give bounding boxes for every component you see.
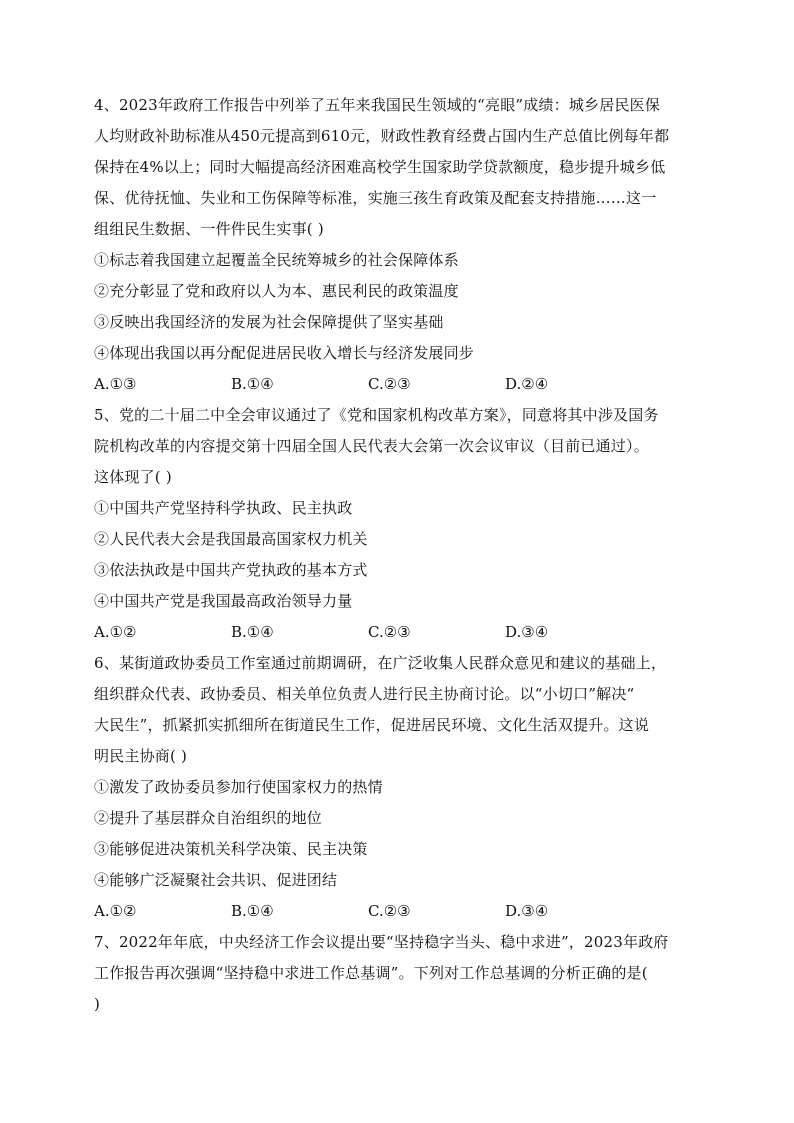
- statement-item: ①标志着我国建立起覆盖全民统筹城乡的社会保障体系: [94, 251, 459, 269]
- option-b[interactable]: B.①④: [231, 623, 274, 641]
- statement-item: ④能够广泛凝聚社会共识、促进团结: [94, 871, 338, 889]
- question-stem-line: ): [94, 995, 101, 1013]
- exam-page: [94, 90, 704, 1020]
- statement-item: ④中国共产党是我国最高政治领导力量: [94, 592, 353, 610]
- question-stem-line: 院机构改革的内容提交第十四届全国人民代表大会第一次会议审议（目前已通过）。: [94, 437, 649, 455]
- question-6: [94, 648, 704, 927]
- option-d[interactable]: D.②④: [505, 375, 549, 393]
- question-5: [94, 400, 704, 648]
- option-b[interactable]: B.①④: [231, 902, 274, 920]
- option-a[interactable]: A.①②: [94, 623, 137, 641]
- option-c[interactable]: C.②③: [368, 623, 411, 641]
- question-stem-line: 保持在4%以上；同时大幅提高经济困难高校学生国家助学贷款额度，稳步提升城乡低: [94, 158, 666, 176]
- statement-item: ③反映出我国经济的发展为社会保障提供了坚实基础: [94, 313, 444, 331]
- question-stem-line: 明民主协商( ): [94, 747, 188, 765]
- statement-item: ④体现出我国以再分配促进居民收入增长与经济发展同步: [94, 344, 475, 362]
- statement-item: ②充分彰显了党和政府以人为本、惠民利民的政策温度: [94, 282, 459, 300]
- statement-item: ③能够促进决策机关科学决策、民主决策: [94, 840, 368, 858]
- question-stem-line: 工作报告再次强调“坚持稳中求进工作总基调”。下列对工作总基调的分析正确的是(: [94, 964, 648, 982]
- question-stem-line: 7、2022年年底，中央经济工作会议提出要“坚持稳字当头、稳中求进”，2023年政府: [94, 933, 669, 951]
- question-stem-line: 这体现了( ): [94, 468, 172, 486]
- answer-options: [94, 896, 704, 927]
- question-stem-line: 4、2023年政府工作报告中列举了五年来我国民生领域的“亮眼”成绩：城乡居民医保: [94, 96, 661, 114]
- statement-item: ①激发了政协委员参加行使国家权力的热情: [94, 778, 383, 796]
- question-stem-line: 人均财政补助标准从450元提高到610元，财政性教育经费占国内生产总值比例每年都: [94, 127, 670, 145]
- answer-options: [94, 369, 704, 400]
- question-4: [94, 90, 704, 400]
- option-d[interactable]: D.③④: [505, 902, 549, 920]
- question-stem-line: 大民生”，抓紧抓实抓细所在街道民生工作，促进居民环境、文化生活双提升。这说: [94, 716, 650, 734]
- option-a[interactable]: A.①②: [94, 902, 137, 920]
- statement-item: ③依法执政是中国共产党执政的基本方式: [94, 561, 368, 579]
- question-stem-line: 5、党的二十届二中全会审议通过了《党和国家机构改革方案》，同意将其中涉及国务: [94, 406, 659, 424]
- question-7: [94, 927, 704, 1020]
- statement-item: ①中国共产党坚持科学执政、民主执政: [94, 499, 353, 517]
- statement-item: ②人民代表大会是我国最高国家权力机关: [94, 530, 368, 548]
- option-c[interactable]: C.②③: [368, 375, 411, 393]
- question-stem-line: 保、优待抚恤、失业和工伤保障等标准，实施三孩生育政策及配套支持措施……这一: [94, 189, 657, 207]
- question-stem-line: 组织群众代表、政协委员、相关单位负责人进行民主协商讨论。以“小切口”解决“: [94, 685, 635, 703]
- option-a[interactable]: A.①③: [94, 375, 137, 393]
- answer-options: [94, 617, 704, 648]
- option-d[interactable]: D.③④: [505, 623, 549, 641]
- option-c[interactable]: C.②③: [368, 902, 411, 920]
- question-stem-line: 6、某街道政协委员工作室通过前期调研，在广泛收集人民群众意见和建议的基础上，: [94, 654, 667, 672]
- question-stem-line: 组组民生数据、一件件民生实事( ): [94, 220, 324, 238]
- statement-item: ②提升了基层群众自治组织的地位: [94, 809, 323, 827]
- option-b[interactable]: B.①④: [231, 375, 274, 393]
